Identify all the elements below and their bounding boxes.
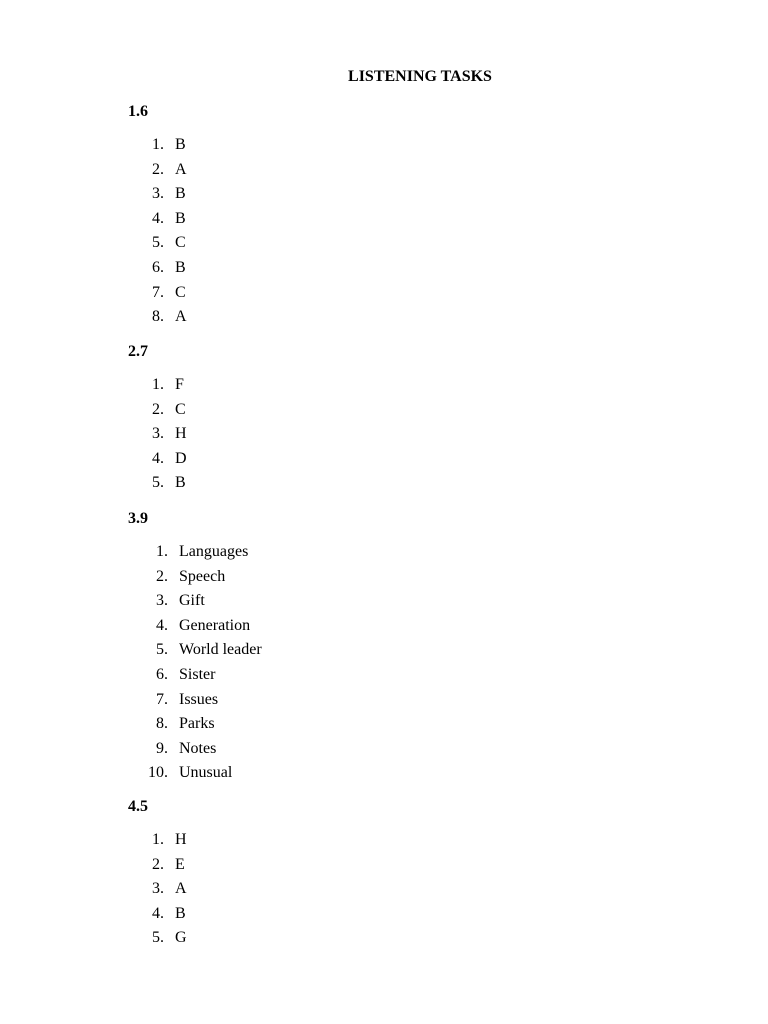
item-answer: Unusual <box>179 764 233 782</box>
item-answer: H <box>175 831 187 848</box>
item-answer: Parks <box>179 715 215 733</box>
item-answer: Issues <box>179 690 219 708</box>
document-title: LISTENING TASKS <box>348 68 492 85</box>
item-answer: B <box>175 258 186 276</box>
item-number: 3. <box>152 880 164 898</box>
item-answer: H <box>175 425 187 443</box>
item-number: 1. <box>156 543 168 560</box>
item-number: 2. <box>152 400 164 418</box>
item-answer: A <box>175 160 187 178</box>
item-answer: Gift <box>179 592 205 610</box>
item-answer: Notes <box>179 739 217 757</box>
item-number: 5. <box>152 474 164 492</box>
item-answer: B <box>175 136 186 153</box>
item-answer: C <box>175 400 186 418</box>
item-answer: C <box>175 234 186 252</box>
item-number: 2. <box>152 855 164 873</box>
item-number: 7. <box>156 690 168 708</box>
item-number: 5. <box>156 641 168 659</box>
section-heading-1-6: 1.6 <box>128 103 148 120</box>
item-answer: B <box>175 185 186 203</box>
item-number: 3. <box>156 592 168 610</box>
item-number: 5. <box>152 234 164 252</box>
section-heading-3-9: 3.9 <box>128 510 148 527</box>
item-number: 8. <box>152 308 164 326</box>
item-answer: C <box>175 283 186 301</box>
item-answer: F <box>175 376 184 393</box>
item-answer: Languages <box>179 543 249 560</box>
item-number: 7. <box>152 283 164 301</box>
item-number: 1. <box>152 136 164 153</box>
item-answer: E <box>175 855 185 873</box>
item-answer: D <box>175 449 187 467</box>
item-number: 8. <box>156 715 168 733</box>
item-number: 2. <box>152 160 164 178</box>
section-heading-2-7: 2.7 <box>128 343 148 360</box>
item-number: 4. <box>152 449 164 467</box>
item-number: 10. <box>148 764 168 782</box>
item-number: 4. <box>156 616 168 634</box>
item-number: 6. <box>152 258 164 276</box>
section-heading-4-5: 4.5 <box>128 798 148 815</box>
item-number: 9. <box>156 739 168 757</box>
item-number: 3. <box>152 425 164 443</box>
item-answer: Speech <box>179 567 226 585</box>
item-number: 5. <box>152 929 164 947</box>
item-number: 1. <box>152 376 164 393</box>
item-answer: A <box>175 880 187 898</box>
item-answer: B <box>175 904 186 922</box>
item-answer: Sister <box>179 665 216 683</box>
item-number: 1. <box>152 831 164 848</box>
item-answer: G <box>175 929 187 947</box>
item-answer: B <box>175 209 186 227</box>
item-answer: Generation <box>179 616 251 634</box>
item-answer: A <box>175 308 187 326</box>
item-number: 4. <box>152 904 164 922</box>
item-answer: World leader <box>179 641 262 659</box>
item-number: 3. <box>152 185 164 203</box>
item-number: 6. <box>156 665 168 683</box>
item-number: 4. <box>152 209 164 227</box>
item-number: 2. <box>156 567 168 585</box>
item-answer: B <box>175 474 186 492</box>
